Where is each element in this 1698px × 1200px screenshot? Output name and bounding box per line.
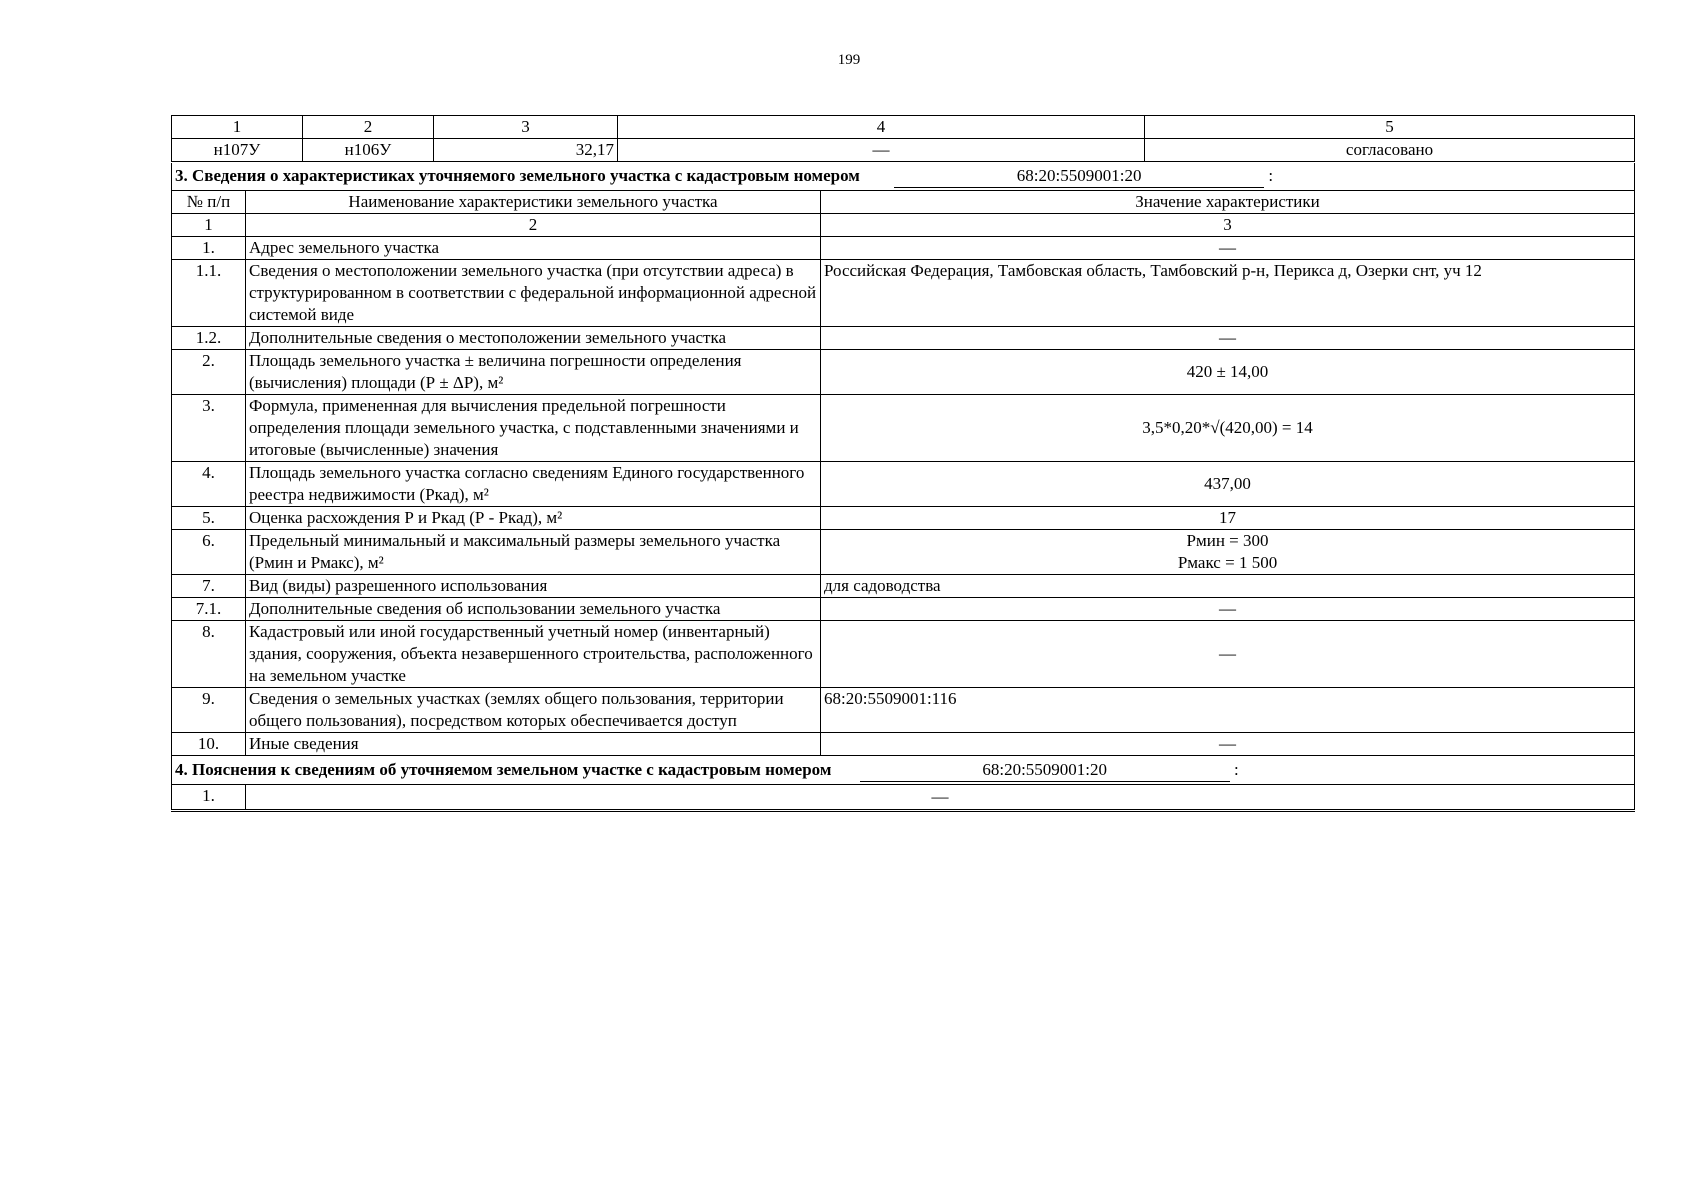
table-row bbox=[172, 350, 1635, 395]
row-value: для садоводства bbox=[821, 575, 1635, 598]
table-row bbox=[172, 621, 1635, 688]
row-value bbox=[821, 530, 1635, 575]
table-row bbox=[172, 139, 1635, 162]
header-name: Наименование характеристики земельного участка bbox=[246, 191, 821, 214]
section4-cadastral-number: 68:20:5509001:20 bbox=[860, 759, 1230, 782]
row-num: 6. bbox=[172, 530, 246, 575]
info-value: — bbox=[618, 139, 1145, 162]
section4-title-row bbox=[172, 756, 1635, 785]
row-name: Площадь земельного участка согласно сведениям Единого государственного реестра недвижимости (Ркад), м² bbox=[246, 462, 821, 507]
table-row bbox=[172, 395, 1635, 462]
table-row bbox=[172, 733, 1635, 756]
col-number: 3 bbox=[821, 214, 1635, 237]
row-num: 4. bbox=[172, 462, 246, 507]
row-value: — bbox=[821, 237, 1635, 260]
row-name: Сведения о местоположении земельного участка (при отсутствии адреса) в структурированном в соответствии с федеральной информационной адресной системой виде bbox=[246, 260, 821, 327]
row-num: 7.1. bbox=[172, 598, 246, 621]
row-name: Оценка расхождения Р и Ркад (Р - Ркад), м² bbox=[246, 507, 821, 530]
boundary-table bbox=[171, 115, 1635, 162]
row-name: Площадь земельного участка ± величина погрешности определения (вычисления) площади (Р ± ΔР), м² bbox=[246, 350, 821, 395]
table-row bbox=[172, 785, 1635, 811]
row-value: 3,5*0,20*√(420,00) = 14 bbox=[821, 395, 1635, 462]
row-name: Дополнительные сведения об использовании земельного участка bbox=[246, 598, 821, 621]
status-value: согласовано bbox=[1145, 139, 1635, 162]
section4-title-cell bbox=[172, 756, 1635, 785]
table-header-row bbox=[172, 191, 1635, 214]
row-num: 1. bbox=[172, 785, 246, 811]
row-num: 7. bbox=[172, 575, 246, 598]
row-value: Российская Федерация, Тамбовская область, Тамбовский р-н, Перикса д, Озерки снт, уч 12 bbox=[821, 260, 1635, 327]
row-value: 17 bbox=[821, 507, 1635, 530]
table-row bbox=[172, 530, 1635, 575]
row-name: Предельный минимальный и максимальный размеры земельного участка (Рмин и Рмакс), м² bbox=[246, 530, 821, 575]
section4-title: 4. Пояснения к сведениям об уточняемом земельном участке с кадастровым номером bbox=[175, 759, 832, 779]
col-number: 2 bbox=[303, 116, 434, 139]
header-value: Значение характеристики bbox=[821, 191, 1635, 214]
row-num: 1. bbox=[172, 237, 246, 260]
column-number-row bbox=[172, 214, 1635, 237]
row-name: Сведения о земельных участках (землях общего пользования, территории общего пользования), посредством которых обеспечивается доступ bbox=[246, 688, 821, 733]
row-value: — bbox=[821, 327, 1635, 350]
table-row bbox=[172, 507, 1635, 530]
table-row bbox=[172, 327, 1635, 350]
row-num: 5. bbox=[172, 507, 246, 530]
row-name: Иные сведения bbox=[246, 733, 821, 756]
table-row bbox=[172, 575, 1635, 598]
row-value: — bbox=[821, 598, 1635, 621]
row-num: 10. bbox=[172, 733, 246, 756]
row-value: 68:20:5509001:116 bbox=[821, 688, 1635, 733]
row-name: Кадастровый или иной государственный учетный номер (инвентарный) здания, сооружения, объекта незавершенного строительства, расположенного на земельном участке bbox=[246, 621, 821, 688]
table-row bbox=[172, 237, 1635, 260]
section4-suffix: : bbox=[1233, 759, 1239, 779]
row-num: 1.2. bbox=[172, 327, 246, 350]
point-to: н106У bbox=[303, 139, 434, 162]
table-row bbox=[172, 462, 1635, 507]
row-value: 437,00 bbox=[821, 462, 1635, 507]
row-name: Адрес земельного участка bbox=[246, 237, 821, 260]
col-number: 1 bbox=[172, 116, 303, 139]
table-row bbox=[172, 260, 1635, 327]
row-num: 9. bbox=[172, 688, 246, 733]
min-size-value: Рмин = 300 bbox=[1186, 531, 1269, 550]
section3-title-cell bbox=[172, 163, 1635, 191]
row-value: — bbox=[821, 733, 1635, 756]
col-number: 5 bbox=[1145, 116, 1635, 139]
row-num: 1.1. bbox=[172, 260, 246, 327]
max-size-value: Рмакс = 1 500 bbox=[1177, 553, 1278, 572]
row-value: — bbox=[246, 785, 1635, 811]
page-number: 199 bbox=[837, 52, 861, 68]
table-row bbox=[172, 688, 1635, 733]
section3-suffix: : bbox=[1268, 166, 1274, 185]
col-number: 1 bbox=[172, 214, 246, 237]
row-num: 3. bbox=[172, 395, 246, 462]
section3-title-row bbox=[172, 163, 1635, 191]
point-from: н107У bbox=[172, 139, 303, 162]
table-row bbox=[172, 598, 1635, 621]
table-header-row bbox=[172, 116, 1635, 139]
row-num: 8. bbox=[172, 621, 246, 688]
section3-cadastral-number: 68:20:5509001:20 bbox=[894, 165, 1264, 188]
row-value: 420 ± 14,00 bbox=[821, 350, 1635, 395]
row-name: Формула, примененная для вычисления предельной погрешности определения площади земельного участка, с подставленными значениями и итоговые (вычисленные) значения bbox=[246, 395, 821, 462]
length-value: 32,17 bbox=[434, 139, 618, 162]
row-num: 2. bbox=[172, 350, 246, 395]
header-num: № п/п bbox=[172, 191, 246, 214]
col-number: 2 bbox=[246, 214, 821, 237]
row-value: — bbox=[821, 621, 1635, 688]
col-number: 4 bbox=[618, 116, 1145, 139]
row-name: Вид (виды) разрешенного использования bbox=[246, 575, 821, 598]
characteristics-table bbox=[171, 163, 1635, 812]
col-number: 3 bbox=[434, 116, 618, 139]
row-name: Дополнительные сведения о местоположении земельного участка bbox=[246, 327, 821, 350]
section3-title: 3. Сведения о характеристиках уточняемого земельного участка с кадастровым номером bbox=[175, 166, 860, 185]
